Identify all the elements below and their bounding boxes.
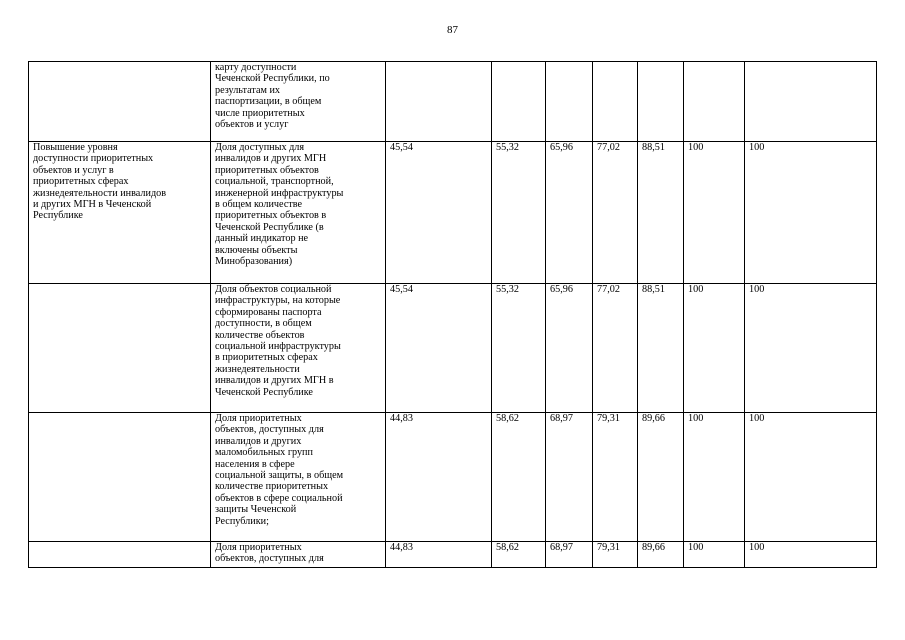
- value-cell: 68,97: [546, 413, 593, 542]
- table-row: [29, 142, 877, 284]
- value-cell: [638, 62, 684, 142]
- value-cell: 58,62: [492, 542, 546, 568]
- table-row: [29, 62, 877, 142]
- value-cell: [593, 62, 638, 142]
- value-cell: 79,31: [593, 413, 638, 542]
- value-cell: 77,02: [593, 284, 638, 413]
- value-cell: 100: [745, 542, 877, 568]
- table-row: [29, 284, 877, 413]
- value-cell: 88,51: [638, 284, 684, 413]
- value-cell: 100: [684, 142, 745, 284]
- value-cell: [745, 62, 877, 142]
- value-cell: [684, 62, 745, 142]
- value-cell: 44,83: [386, 413, 492, 542]
- goal-cell: [29, 413, 211, 542]
- page-number: 87: [447, 24, 458, 36]
- table-row: [29, 542, 877, 568]
- goal-cell: Повышение уровня доступности приоритетных объектов и услуг в приоритетных сферах жизнедеятельности инвалидов и других МГН в Чеченской Республике: [29, 142, 211, 284]
- indicator-cell: Доля приоритетных объектов, доступных для: [211, 542, 386, 568]
- value-cell: [546, 62, 593, 142]
- value-cell: [492, 62, 546, 142]
- indicator-cell: Доля объектов социальной инфраструктуры, на которые сформированы паспорта доступности, в общем количестве объектов социальной инфраструктуры в приоритетных сферах жизнедеятельности инвалидов и других МГН в Чеченской Республике: [211, 284, 386, 413]
- value-cell: 44,83: [386, 542, 492, 568]
- value-cell: 55,32: [492, 142, 546, 284]
- indicators-table: [28, 61, 877, 568]
- value-cell: 100: [745, 142, 877, 284]
- value-cell: 68,97: [546, 542, 593, 568]
- table-body: [29, 62, 877, 568]
- value-cell: 58,62: [492, 413, 546, 542]
- goal-cell: [29, 284, 211, 413]
- value-cell: 45,54: [386, 142, 492, 284]
- value-cell: 79,31: [593, 542, 638, 568]
- table-row: [29, 413, 877, 542]
- value-cell: 45,54: [386, 284, 492, 413]
- indicator-cell: Доля приоритетных объектов, доступных для инвалидов и других маломобильных групп населения в сфере социальной защиты, в общем количестве приоритетных объектов в сфере социальной защиты Чеченской Республики;: [211, 413, 386, 542]
- indicator-cell: Доля доступных для инвалидов и других МГН приоритетных объектов социальной, транспортной, инженерной инфраструктуры в общем количестве приоритетных объектов в Чеченской Республике (в данный индикатор не включены объекты Минобразования): [211, 142, 386, 284]
- value-cell: 100: [684, 284, 745, 413]
- indicator-cell: карту доступности Чеченской Республики, по результатам их паспортизации, в общем числе приоритетных объектов и услуг: [211, 62, 386, 142]
- value-cell: 55,32: [492, 284, 546, 413]
- value-cell: 65,96: [546, 284, 593, 413]
- goal-cell: [29, 62, 211, 142]
- value-cell: 89,66: [638, 542, 684, 568]
- value-cell: [386, 62, 492, 142]
- value-cell: 89,66: [638, 413, 684, 542]
- value-cell: 100: [684, 542, 745, 568]
- value-cell: 65,96: [546, 142, 593, 284]
- goal-cell: [29, 542, 211, 568]
- value-cell: 100: [745, 284, 877, 413]
- value-cell: 88,51: [638, 142, 684, 284]
- value-cell: 100: [745, 413, 877, 542]
- value-cell: 100: [684, 413, 745, 542]
- value-cell: 77,02: [593, 142, 638, 284]
